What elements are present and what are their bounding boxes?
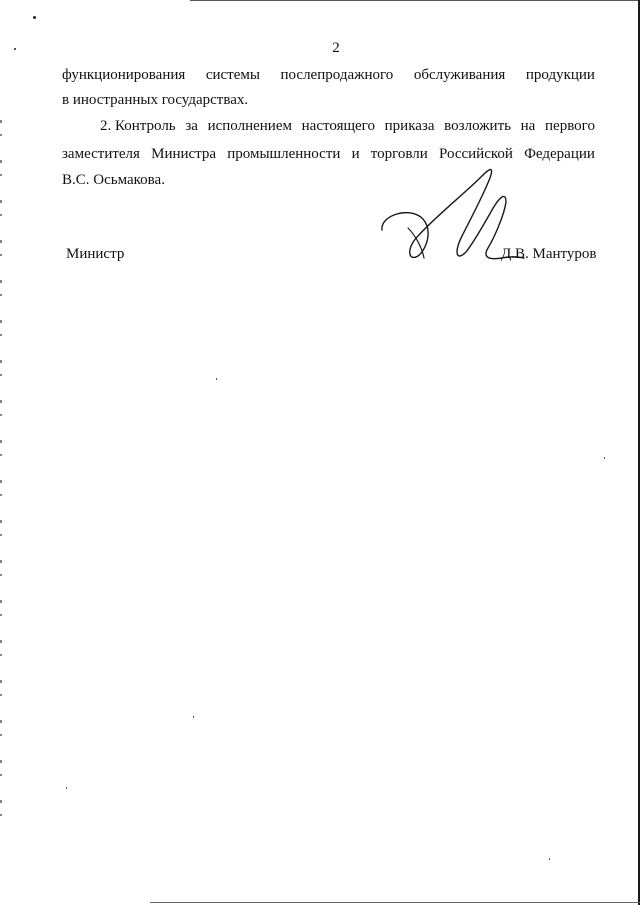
- word: и: [351, 146, 360, 162]
- scan-speck: [66, 787, 67, 789]
- paragraph1-line2: в иностранных государствах.: [62, 92, 249, 108]
- word: приказа: [384, 118, 435, 134]
- word: на: [520, 118, 536, 134]
- scan-speck: [193, 716, 194, 718]
- signatory-name: Д.В. Мантуров: [501, 246, 597, 262]
- word: исполнением: [207, 118, 292, 134]
- word: Министра: [151, 146, 217, 162]
- word: возложить: [444, 118, 511, 134]
- word: за: [185, 118, 198, 134]
- word: обслуживания: [413, 67, 506, 83]
- scan-speck: [549, 858, 550, 860]
- signatory-title: Министр: [66, 246, 125, 262]
- word: функционирования: [62, 67, 186, 83]
- scan-edge-bottom: [150, 902, 640, 903]
- word: продукции: [525, 67, 595, 83]
- scan-edge-top: [190, 0, 640, 1]
- word: настоящего: [301, 118, 375, 134]
- scan-edge-left: [0, 120, 2, 820]
- word: системы: [205, 67, 260, 83]
- word: Российской: [438, 146, 513, 162]
- word: торговли: [370, 146, 428, 162]
- page-number: 2: [332, 40, 340, 56]
- word: заместителя: [62, 146, 140, 162]
- paragraph2-line3: В.С. Осьмакова.: [62, 172, 165, 188]
- word: послепродажного: [280, 67, 394, 83]
- paragraph2-line1: [100, 117, 595, 135]
- scan-speck: [604, 457, 605, 459]
- scan-speck: [33, 16, 36, 19]
- paragraph1-line1: [62, 66, 595, 84]
- word: 2. Контроль: [100, 118, 176, 134]
- word: первого: [545, 118, 595, 134]
- scan-speck: [216, 378, 217, 380]
- word: промышленности: [227, 146, 341, 162]
- word: Федерации: [524, 146, 595, 162]
